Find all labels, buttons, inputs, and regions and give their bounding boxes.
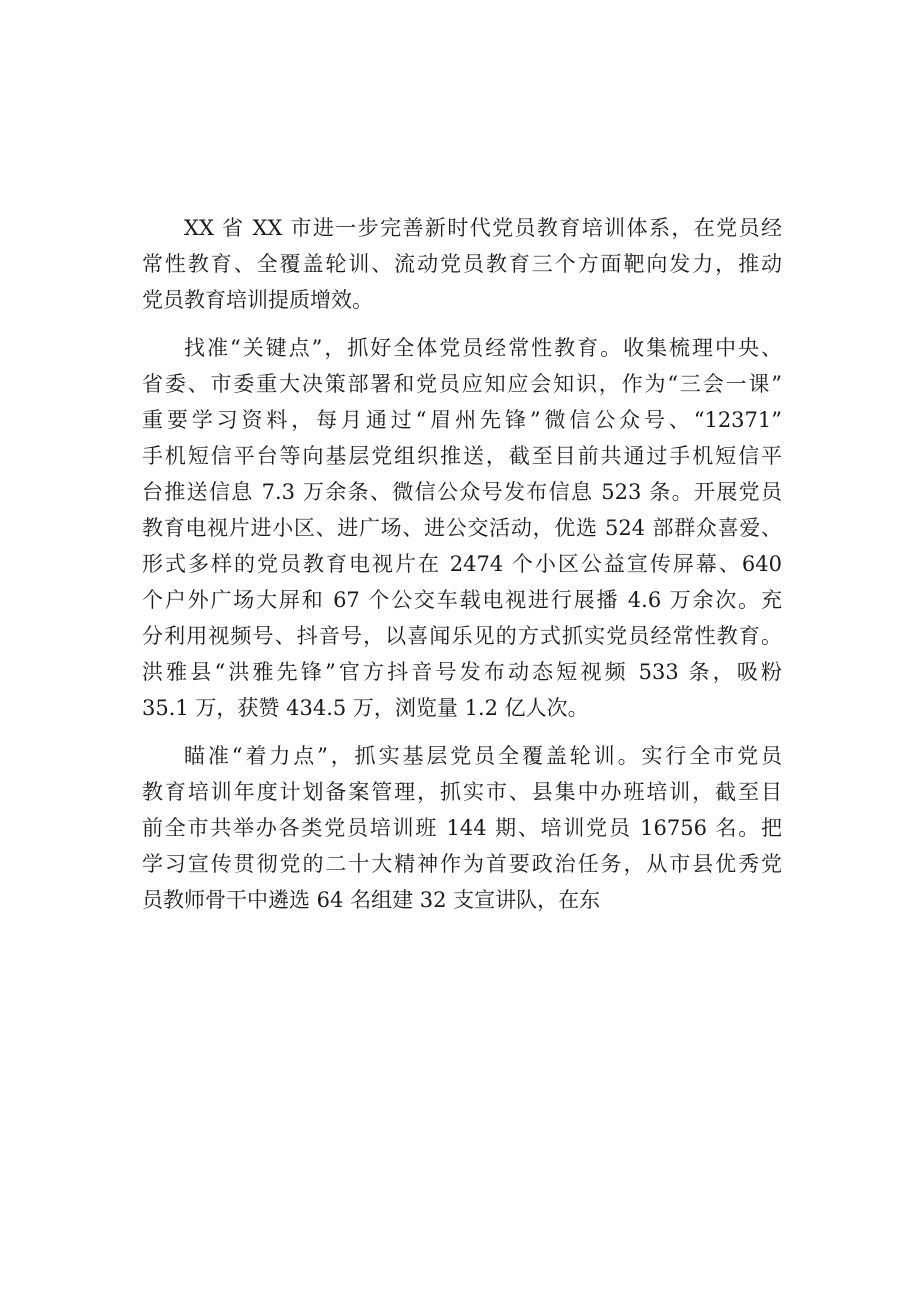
- text-line: 个户外广场大屏和 67 个公交车载电视进行展播 4.6 万余次。充: [142, 588, 782, 612]
- text-line: 员教师骨干中遴选 64 名组建 32 支宣讲队，在东: [142, 888, 601, 912]
- text-line: 前全市共举办各类党员培训班 144 期、培训党员 16756 名。把: [142, 816, 782, 840]
- text-line: 分利用视频号、抖音号，以喜闻乐见的方式抓实党员经常性教育。: [142, 624, 782, 648]
- text-line: 手机短信平台等向基层党组织推送，截至目前共通过手机短信平: [142, 444, 782, 468]
- text-line: 台推送信息 7.3 万余条、微信公众号发布信息 523 条。开展党员: [142, 480, 782, 504]
- text-line: 重要学习资料，每月通过“眉州先锋”微信公众号、“12371”: [142, 408, 782, 432]
- document-body: [142, 210, 782, 918]
- text-line: 学习宣传贯彻党的二十大精神作为首要政治任务，从市县优秀党: [142, 852, 782, 876]
- text-line: 瞄准“着力点”，抓实基层党员全覆盖轮训。实行全市党员: [184, 744, 782, 768]
- text-line: 教育电视片进小区、进广场、进公交活动，优选 524 部群众喜爱、: [142, 516, 782, 540]
- text-line: 教育培训年度计划备案管理，抓实市、县集中办班培训，截至目: [142, 780, 782, 804]
- text-line: 找准“关键点”，抓好全体党员经常性教育。收集梳理中央、: [184, 336, 782, 360]
- paragraph-intro: [142, 210, 782, 318]
- text-line: 形式多样的党员教育电视片在 2474 个小区公益宣传屏幕、640: [142, 552, 782, 576]
- text-line: 常性教育、全覆盖轮训、流动党员教育三个方面靶向发力，推动: [142, 252, 782, 276]
- text-line: 党员教育培训提质增效。: [142, 288, 373, 312]
- text-line: XX 省 XX 市进一步完善新时代党员教育培训体系，在党员经: [184, 216, 782, 240]
- text-line: 35.1 万，获赞 434.5 万，浏览量 1.2 亿人次。: [142, 696, 589, 720]
- paragraph-focus-point: [142, 738, 782, 918]
- text-line: 省委、市委重大决策部署和党员应知应会知识，作为“三会一课”: [142, 372, 782, 396]
- paragraph-key-point: [142, 330, 782, 726]
- text-line: 洪雅县“洪雅先锋”官方抖音号发布动态短视频 533 条，吸粉: [142, 660, 782, 684]
